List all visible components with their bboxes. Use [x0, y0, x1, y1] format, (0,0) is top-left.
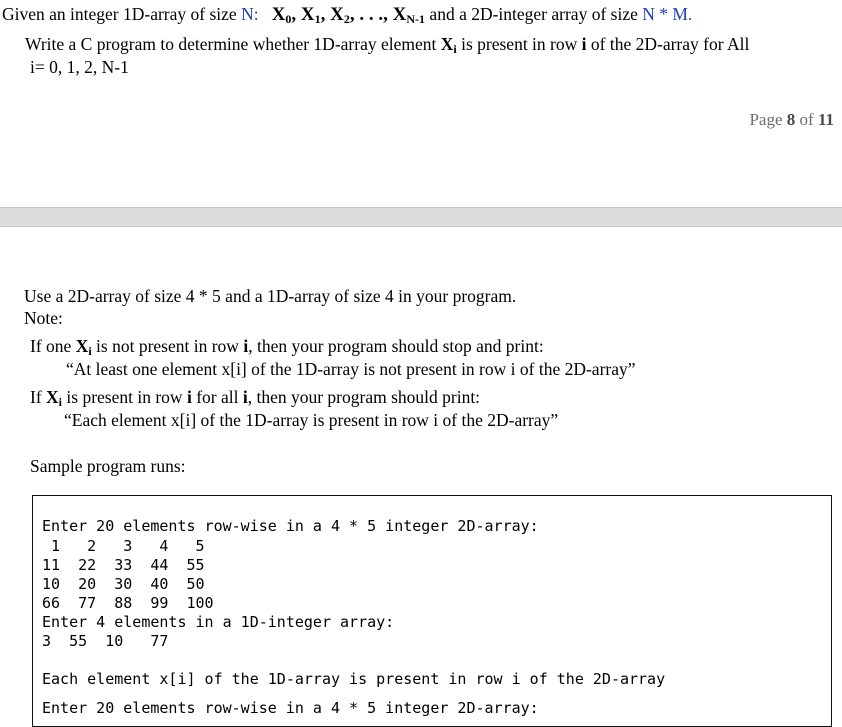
prompt-1d: Enter 4 elements in a 1D-integer array:: [42, 613, 395, 631]
problem-intro-line: [2, 3, 692, 30]
cond-text: If: [30, 387, 47, 407]
page-prefix: Page: [749, 110, 787, 129]
matrix-row-2: 11 22 33 44 55: [42, 556, 205, 574]
sample-runs-heading: Sample program runs:: [30, 456, 186, 476]
note-label: Note:: [24, 308, 63, 328]
next-prompt-partial: Enter 20 elements row-wise in a 4 * 5 integer 2D-array:: [42, 699, 539, 717]
intro-mid: and a 2D-integer array of size: [425, 4, 643, 24]
cond-x: X: [75, 336, 89, 356]
size-n: N:: [241, 4, 259, 24]
message-2: “Each element x[i] of the 1D-array is present in row i of the 2D-array”: [64, 410, 559, 430]
task-x-sub: i: [453, 42, 457, 56]
matrix-row-3: 10 20 30 40 50: [42, 575, 205, 593]
cond-text: is not present in row: [91, 336, 244, 356]
cond-i: i: [243, 336, 249, 356]
cond-i: i: [186, 387, 192, 407]
elem-sub-1: 1: [314, 12, 321, 26]
cond-text: is present in row: [62, 387, 187, 407]
size-nm: N * M.: [642, 4, 693, 24]
task-x: X: [440, 34, 454, 54]
elem-x: X: [271, 4, 286, 25]
matrix-row-1: 1 2 3 4 5: [42, 537, 205, 555]
elem-sep: , X: [291, 4, 315, 25]
page-current: 8: [786, 110, 796, 129]
task-text: of the 2D-array for All: [586, 34, 750, 54]
elem-ellipsis: , . . ., X: [349, 4, 407, 25]
cond-x-sub: i: [58, 395, 63, 409]
matrix-row-4: 66 77 88 99 100: [42, 594, 214, 612]
prompt-2d: Enter 20 elements row-wise in a 4 * 5 integer 2D-array:: [42, 517, 539, 535]
cond-xi: [46, 387, 62, 407]
input-1d: 3 55 10 77: [42, 632, 169, 650]
task-text: is present in row: [456, 34, 582, 54]
page-total: 11: [817, 110, 834, 129]
page-indicator: [749, 110, 834, 130]
cond-text: for all: [191, 387, 243, 407]
task-range: i= 0, 1, 2, N-1: [30, 57, 129, 77]
task-text: Write a C program to determine whether 1D-array element: [25, 34, 441, 54]
element-list: [272, 4, 425, 25]
elem-sub-n: N-1: [406, 12, 426, 26]
elem-sub-2: 2: [343, 12, 350, 26]
task-xi: [441, 34, 457, 54]
result-output: Each element x[i] of the 1D-array is present in row i of the 2D-array: [42, 670, 666, 688]
cond-x: X: [46, 387, 59, 407]
cond-text: , then your program should stop and print:: [248, 336, 544, 356]
task-i: i: [581, 34, 587, 54]
cond-text: , then your program should print:: [247, 387, 481, 407]
usage-line: Use a 2D-array of size 4 * 5 and a 1D-array of size 4 in your program.: [24, 286, 517, 306]
page-break-gap: [0, 207, 842, 227]
message-1: “At least one element x[i] of the 1D-array is not present in row i of the 2D-array”: [66, 359, 636, 379]
cond-text: If one: [30, 336, 76, 356]
task-line: [25, 33, 749, 60]
page-middle: of: [795, 110, 818, 129]
cond-i: i: [242, 387, 248, 407]
elem-sub-0: 0: [285, 12, 292, 26]
cond-x-sub: i: [88, 344, 92, 358]
intro-text: Given an integer 1D-array of size: [2, 4, 242, 24]
cond-xi: [76, 336, 92, 356]
elem-sep: , X: [320, 4, 344, 25]
